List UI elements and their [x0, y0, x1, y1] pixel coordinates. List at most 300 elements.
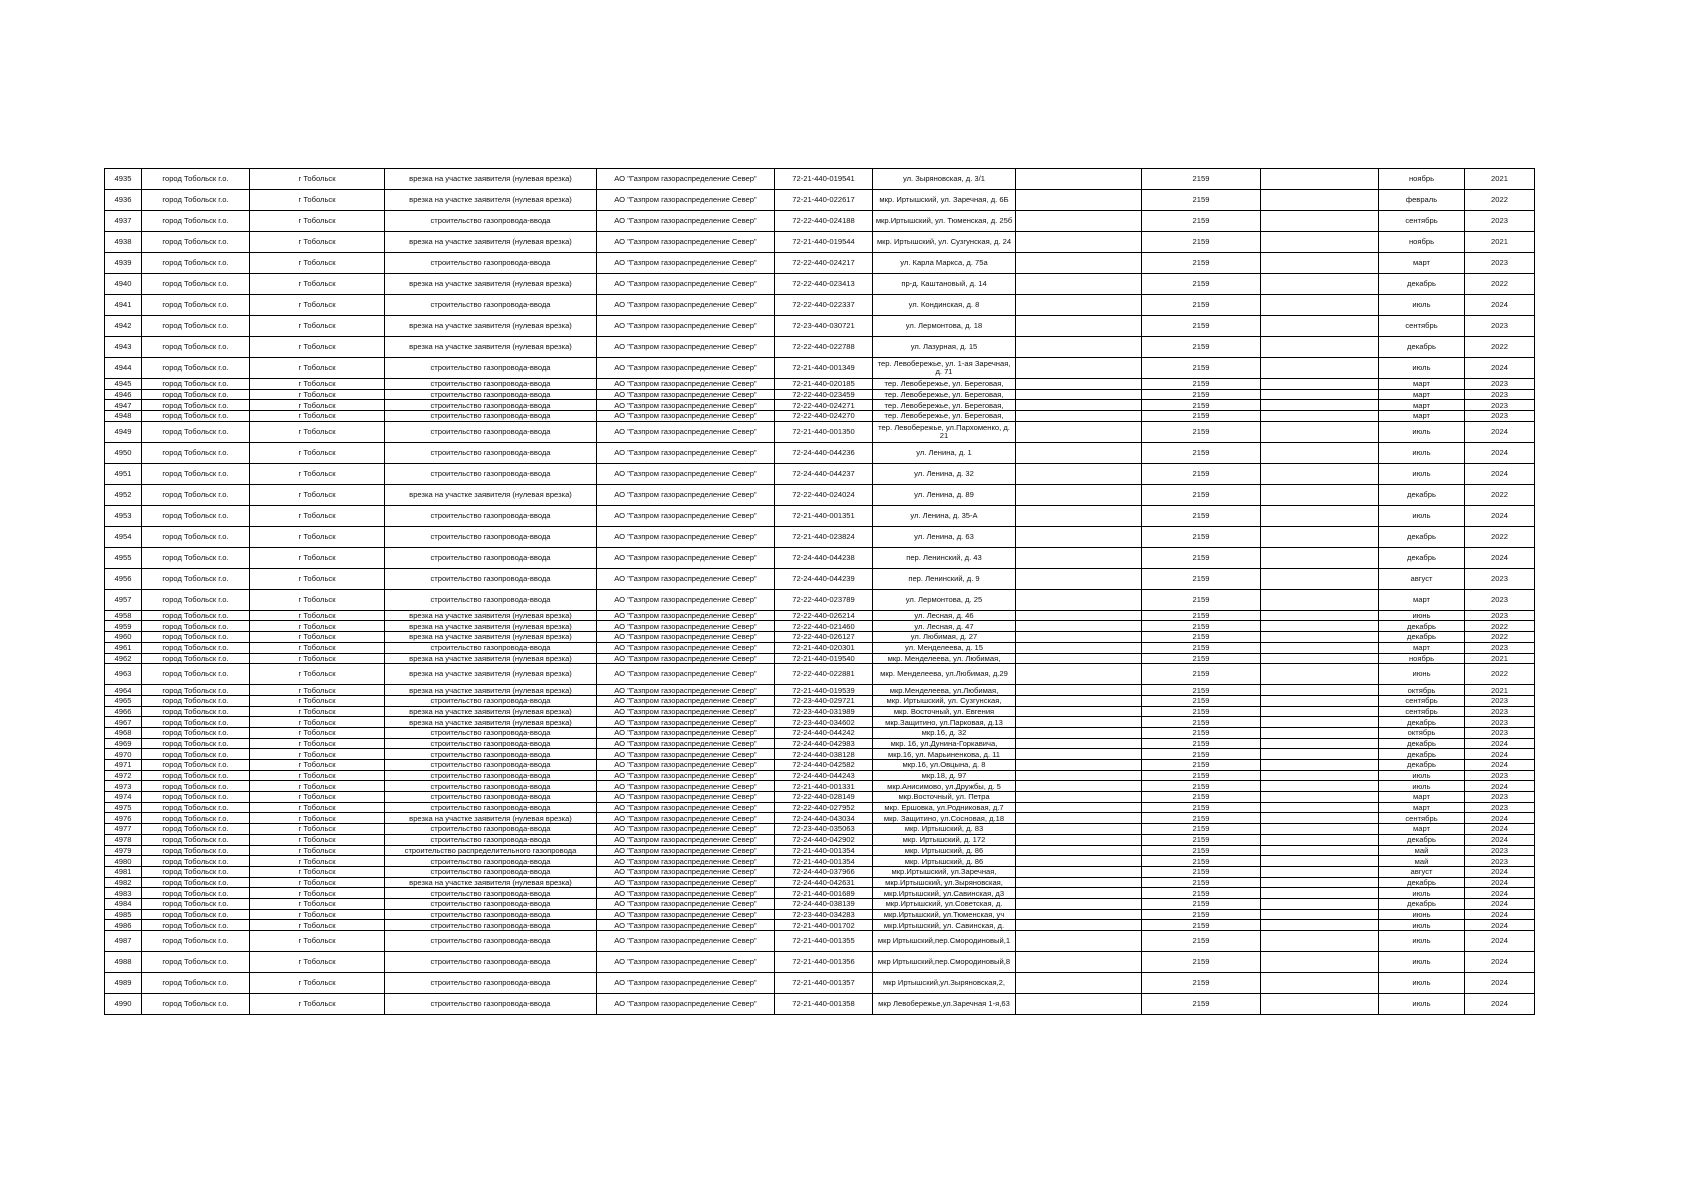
- number-cell: 2159: [1142, 442, 1261, 463]
- empty-cell: [1261, 877, 1379, 888]
- organization-cell: АО "Газпром газораспределение Север": [597, 856, 775, 867]
- number-cell: 2159: [1142, 952, 1261, 973]
- year-cell: 2024: [1465, 813, 1535, 824]
- empty-cell: [1016, 337, 1142, 358]
- municipality-cell: город Тобольск г.о.: [142, 792, 250, 803]
- row-number-cell: 4963: [105, 664, 142, 685]
- work-type-cell: строительство газопровода-ввода: [385, 824, 597, 835]
- work-type-cell: строительство газопровода-ввода: [385, 389, 597, 400]
- city-cell: г Тобольск: [250, 877, 385, 888]
- organization-cell: АО "Газпром газораспределение Север": [597, 337, 775, 358]
- number-cell: 2159: [1142, 316, 1261, 337]
- number-cell: 2159: [1142, 727, 1261, 738]
- address-cell: мкр Иртышский,ул.Зыряновская,2,: [873, 973, 1016, 994]
- empty-cell: [1261, 358, 1379, 379]
- table-row: [105, 994, 1535, 1015]
- empty-cell: [1261, 952, 1379, 973]
- municipality-cell: город Тобольск г.о.: [142, 813, 250, 824]
- table-row: [105, 973, 1535, 994]
- empty-cell: [1261, 568, 1379, 589]
- registry-code-cell: 72-22-440-024271: [775, 400, 873, 411]
- year-cell: 2024: [1465, 898, 1535, 909]
- empty-cell: [1261, 379, 1379, 390]
- empty-cell: [1261, 920, 1379, 931]
- empty-cell: [1016, 952, 1142, 973]
- registry-code-cell: 72-21-440-022617: [775, 190, 873, 211]
- number-cell: 2159: [1142, 717, 1261, 728]
- empty-cell: [1016, 253, 1142, 274]
- empty-cell: [1016, 389, 1142, 400]
- work-type-cell: строительство распределительного газопровода: [385, 845, 597, 856]
- registry-code-cell: 72-21-440-019544: [775, 232, 873, 253]
- number-cell: 2159: [1142, 642, 1261, 653]
- work-type-cell: строительство газопровода-ввода: [385, 695, 597, 706]
- row-number-cell: 4976: [105, 813, 142, 824]
- year-cell: 2022: [1465, 621, 1535, 632]
- empty-cell: [1016, 316, 1142, 337]
- address-cell: тер. Левобережье, ул. Береговая,: [873, 379, 1016, 390]
- number-cell: 2159: [1142, 274, 1261, 295]
- municipality-cell: город Тобольск г.о.: [142, 877, 250, 888]
- number-cell: 2159: [1142, 232, 1261, 253]
- month-cell: июль: [1379, 463, 1465, 484]
- city-cell: г Тобольск: [250, 358, 385, 379]
- address-cell: мкр.Менделеева, ул.Любимая,: [873, 685, 1016, 696]
- table-row: [105, 856, 1535, 867]
- work-type-cell: строительство газопровода-ввода: [385, 931, 597, 952]
- table-row: [105, 802, 1535, 813]
- empty-cell: [1016, 232, 1142, 253]
- number-cell: 2159: [1142, 706, 1261, 717]
- work-type-cell: врезка на участке заявителя (нулевая врезка): [385, 337, 597, 358]
- address-cell: ул. Лесная, д. 46: [873, 610, 1016, 621]
- city-cell: г Тобольск: [250, 642, 385, 653]
- city-cell: г Тобольск: [250, 952, 385, 973]
- year-cell: 2022: [1465, 274, 1535, 295]
- table-row: [105, 920, 1535, 931]
- address-cell: мкр. 16, ул.Дунина-Горкавича,: [873, 738, 1016, 749]
- table-row: [105, 781, 1535, 792]
- registry-code-cell: 72-24-440-037966: [775, 866, 873, 877]
- number-cell: 2159: [1142, 568, 1261, 589]
- year-cell: 2024: [1465, 295, 1535, 316]
- work-type-cell: строительство газопровода-ввода: [385, 379, 597, 390]
- municipality-cell: город Тобольск г.о.: [142, 190, 250, 211]
- work-type-cell: строительство газопровода-ввода: [385, 973, 597, 994]
- table-row: [105, 547, 1535, 568]
- row-number-cell: 4960: [105, 632, 142, 643]
- address-cell: пер. Ленинский, д. 43: [873, 547, 1016, 568]
- municipality-cell: город Тобольск г.о.: [142, 358, 250, 379]
- month-cell: ноябрь: [1379, 232, 1465, 253]
- empty-cell: [1016, 856, 1142, 867]
- organization-cell: АО "Газпром газораспределение Север": [597, 653, 775, 664]
- number-cell: 2159: [1142, 505, 1261, 526]
- city-cell: г Тобольск: [250, 845, 385, 856]
- address-cell: мкр Левобережье,ул.Заречная 1-я,63: [873, 994, 1016, 1015]
- year-cell: 2023: [1465, 845, 1535, 856]
- address-cell: ул. Лесная, д. 47: [873, 621, 1016, 632]
- organization-cell: АО "Газпром газораспределение Север": [597, 888, 775, 899]
- empty-cell: [1016, 169, 1142, 190]
- address-cell: тер. Левобережье, ул. 1-ая Заречная, д. 71: [873, 358, 1016, 379]
- month-cell: март: [1379, 379, 1465, 390]
- registry-code-cell: 72-23-440-035063: [775, 824, 873, 835]
- table-row: [105, 232, 1535, 253]
- address-cell: пер. Ленинский, д. 9: [873, 568, 1016, 589]
- table-row: [105, 337, 1535, 358]
- table-row: [105, 632, 1535, 643]
- municipality-cell: город Тобольск г.о.: [142, 568, 250, 589]
- table-row: [105, 760, 1535, 771]
- empty-cell: [1261, 931, 1379, 952]
- registry-code-cell: 72-23-440-029721: [775, 695, 873, 706]
- municipality-cell: город Тобольск г.о.: [142, 866, 250, 877]
- city-cell: г Тобольск: [250, 813, 385, 824]
- table-row: [105, 888, 1535, 899]
- city-cell: г Тобольск: [250, 695, 385, 706]
- address-cell: мкр.Иртышский, ул.Советская, д.: [873, 898, 1016, 909]
- year-cell: 2024: [1465, 877, 1535, 888]
- registry-table: [104, 168, 1535, 1015]
- municipality-cell: город Тобольск г.о.: [142, 685, 250, 696]
- month-cell: март: [1379, 389, 1465, 400]
- month-cell: октябрь: [1379, 685, 1465, 696]
- address-cell: мкр Иртышский,пер.Смородиновый,1: [873, 931, 1016, 952]
- row-number-cell: 4985: [105, 909, 142, 920]
- registry-code-cell: 72-22-440-022337: [775, 295, 873, 316]
- empty-cell: [1261, 463, 1379, 484]
- year-cell: 2024: [1465, 781, 1535, 792]
- empty-cell: [1016, 621, 1142, 632]
- year-cell: 2024: [1465, 547, 1535, 568]
- city-cell: г Тобольск: [250, 190, 385, 211]
- year-cell: 2021: [1465, 653, 1535, 664]
- year-cell: 2024: [1465, 866, 1535, 877]
- organization-cell: АО "Газпром газораспределение Север": [597, 866, 775, 877]
- number-cell: 2159: [1142, 909, 1261, 920]
- work-type-cell: строительство газопровода-ввода: [385, 547, 597, 568]
- municipality-cell: город Тобольск г.о.: [142, 888, 250, 899]
- table-row: [105, 253, 1535, 274]
- municipality-cell: город Тобольск г.о.: [142, 727, 250, 738]
- municipality-cell: город Тобольск г.о.: [142, 802, 250, 813]
- organization-cell: АО "Газпром газораспределение Север": [597, 685, 775, 696]
- registry-code-cell: 72-21-440-001350: [775, 421, 873, 442]
- city-cell: г Тобольск: [250, 973, 385, 994]
- number-cell: 2159: [1142, 253, 1261, 274]
- organization-cell: АО "Газпром газораспределение Север": [597, 931, 775, 952]
- city-cell: г Тобольск: [250, 685, 385, 696]
- row-number-cell: 4969: [105, 738, 142, 749]
- address-cell: мкр.Восточный, ул. Петра: [873, 792, 1016, 803]
- row-number-cell: 4962: [105, 653, 142, 664]
- month-cell: июль: [1379, 505, 1465, 526]
- month-cell: июль: [1379, 888, 1465, 899]
- empty-cell: [1261, 792, 1379, 803]
- address-cell: мкр.16, ул. Марьиненкова, д. 11: [873, 749, 1016, 760]
- work-type-cell: врезка на участке заявителя (нулевая врезка): [385, 169, 597, 190]
- municipality-cell: город Тобольск г.о.: [142, 770, 250, 781]
- address-cell: ул. Менделеева, д. 15: [873, 642, 1016, 653]
- year-cell: 2023: [1465, 589, 1535, 610]
- month-cell: июль: [1379, 421, 1465, 442]
- row-number-cell: 4967: [105, 717, 142, 728]
- work-type-cell: врезка на участке заявителя (нулевая врезка): [385, 484, 597, 505]
- municipality-cell: город Тобольск г.о.: [142, 642, 250, 653]
- number-cell: 2159: [1142, 526, 1261, 547]
- row-number-cell: 4936: [105, 190, 142, 211]
- row-number-cell: 4938: [105, 232, 142, 253]
- table-row: [105, 824, 1535, 835]
- municipality-cell: город Тобольск г.о.: [142, 781, 250, 792]
- address-cell: тер. Левобережье, ул. Береговая,: [873, 400, 1016, 411]
- empty-cell: [1261, 610, 1379, 621]
- organization-cell: АО "Газпром газораспределение Север": [597, 190, 775, 211]
- organization-cell: АО "Газпром газораспределение Север": [597, 211, 775, 232]
- number-cell: 2159: [1142, 770, 1261, 781]
- address-cell: мкр.Иртышский, ул.Заречная,: [873, 866, 1016, 877]
- year-cell: 2024: [1465, 505, 1535, 526]
- row-number-cell: 4947: [105, 400, 142, 411]
- work-type-cell: врезка на участке заявителя (нулевая врезка): [385, 877, 597, 888]
- empty-cell: [1261, 994, 1379, 1015]
- work-type-cell: строительство газопровода-ввода: [385, 866, 597, 877]
- work-type-cell: строительство газопровода-ввода: [385, 760, 597, 771]
- table-row: [105, 749, 1535, 760]
- table-row: [105, 421, 1535, 442]
- number-cell: 2159: [1142, 931, 1261, 952]
- month-cell: декабрь: [1379, 337, 1465, 358]
- number-cell: 2159: [1142, 337, 1261, 358]
- municipality-cell: город Тобольск г.о.: [142, 274, 250, 295]
- empty-cell: [1016, 813, 1142, 824]
- row-number-cell: 4955: [105, 547, 142, 568]
- table-row: [105, 813, 1535, 824]
- empty-cell: [1016, 824, 1142, 835]
- number-cell: 2159: [1142, 169, 1261, 190]
- empty-cell: [1016, 727, 1142, 738]
- municipality-cell: город Тобольск г.о.: [142, 856, 250, 867]
- registry-code-cell: 72-24-440-044236: [775, 442, 873, 463]
- empty-cell: [1261, 400, 1379, 411]
- empty-cell: [1261, 770, 1379, 781]
- row-number-cell: 4949: [105, 421, 142, 442]
- municipality-cell: город Тобольск г.о.: [142, 898, 250, 909]
- number-cell: 2159: [1142, 653, 1261, 664]
- work-type-cell: строительство газопровода-ввода: [385, 856, 597, 867]
- year-cell: 2023: [1465, 211, 1535, 232]
- empty-cell: [1016, 866, 1142, 877]
- empty-cell: [1261, 190, 1379, 211]
- organization-cell: АО "Газпром газораспределение Север": [597, 463, 775, 484]
- empty-cell: [1016, 717, 1142, 728]
- row-number-cell: 4979: [105, 845, 142, 856]
- organization-cell: АО "Газпром газораспределение Север": [597, 411, 775, 422]
- empty-cell: [1261, 632, 1379, 643]
- year-cell: 2023: [1465, 379, 1535, 390]
- address-cell: ул. Лермонтова, д. 18: [873, 316, 1016, 337]
- work-type-cell: строительство газопровода-ввода: [385, 781, 597, 792]
- table-row: [105, 866, 1535, 877]
- empty-cell: [1016, 973, 1142, 994]
- table-row: [105, 898, 1535, 909]
- table-row: [105, 463, 1535, 484]
- table-row: [105, 411, 1535, 422]
- organization-cell: АО "Газпром газораспределение Север": [597, 421, 775, 442]
- address-cell: мкр. Защитино, ул.Сосновая, д.18: [873, 813, 1016, 824]
- month-cell: март: [1379, 589, 1465, 610]
- municipality-cell: город Тобольск г.о.: [142, 621, 250, 632]
- table-row: [105, 792, 1535, 803]
- number-cell: 2159: [1142, 421, 1261, 442]
- work-type-cell: врезка на участке заявителя (нулевая врезка): [385, 232, 597, 253]
- month-cell: декабрь: [1379, 877, 1465, 888]
- empty-cell: [1261, 442, 1379, 463]
- number-cell: 2159: [1142, 738, 1261, 749]
- table-row: [105, 568, 1535, 589]
- empty-cell: [1261, 888, 1379, 899]
- year-cell: 2023: [1465, 727, 1535, 738]
- work-type-cell: строительство газопровода-ввода: [385, 770, 597, 781]
- empty-cell: [1261, 316, 1379, 337]
- city-cell: г Тобольск: [250, 749, 385, 760]
- row-number-cell: 4988: [105, 952, 142, 973]
- row-number-cell: 4980: [105, 856, 142, 867]
- year-cell: 2024: [1465, 931, 1535, 952]
- organization-cell: АО "Газпром газораспределение Север": [597, 760, 775, 771]
- row-number-cell: 4946: [105, 389, 142, 400]
- registry-code-cell: 72-24-440-044239: [775, 568, 873, 589]
- municipality-cell: город Тобольск г.о.: [142, 931, 250, 952]
- month-cell: декабрь: [1379, 898, 1465, 909]
- number-cell: 2159: [1142, 190, 1261, 211]
- empty-cell: [1261, 781, 1379, 792]
- year-cell: 2023: [1465, 792, 1535, 803]
- municipality-cell: город Тобольск г.о.: [142, 760, 250, 771]
- row-number-cell: 4968: [105, 727, 142, 738]
- municipality-cell: город Тобольск г.о.: [142, 994, 250, 1015]
- month-cell: декабрь: [1379, 834, 1465, 845]
- number-cell: 2159: [1142, 411, 1261, 422]
- municipality-cell: город Тобольск г.о.: [142, 232, 250, 253]
- work-type-cell: врезка на участке заявителя (нулевая врезка): [385, 621, 597, 632]
- table-row: [105, 727, 1535, 738]
- year-cell: 2023: [1465, 770, 1535, 781]
- work-type-cell: строительство газопровода-ввода: [385, 505, 597, 526]
- address-cell: ул. Кондинская, д. 8: [873, 295, 1016, 316]
- number-cell: 2159: [1142, 781, 1261, 792]
- row-number-cell: 4970: [105, 749, 142, 760]
- registry-code-cell: 72-24-440-042902: [775, 834, 873, 845]
- year-cell: 2021: [1465, 169, 1535, 190]
- work-type-cell: врезка на участке заявителя (нулевая врезка): [385, 664, 597, 685]
- row-number-cell: 4981: [105, 866, 142, 877]
- year-cell: 2024: [1465, 358, 1535, 379]
- empty-cell: [1016, 463, 1142, 484]
- empty-cell: [1016, 411, 1142, 422]
- city-cell: г Тобольск: [250, 898, 385, 909]
- city-cell: г Тобольск: [250, 316, 385, 337]
- empty-cell: [1016, 379, 1142, 390]
- table-row: [105, 442, 1535, 463]
- city-cell: г Тобольск: [250, 505, 385, 526]
- work-type-cell: строительство газопровода-ввода: [385, 400, 597, 411]
- registry-code-cell: 72-24-440-042631: [775, 877, 873, 888]
- municipality-cell: город Тобольск г.о.: [142, 253, 250, 274]
- month-cell: декабрь: [1379, 760, 1465, 771]
- empty-cell: [1261, 526, 1379, 547]
- number-cell: 2159: [1142, 610, 1261, 621]
- row-number-cell: 4984: [105, 898, 142, 909]
- empty-cell: [1016, 664, 1142, 685]
- municipality-cell: город Тобольск г.о.: [142, 411, 250, 422]
- month-cell: сентябрь: [1379, 706, 1465, 717]
- empty-cell: [1016, 642, 1142, 653]
- month-cell: август: [1379, 866, 1465, 877]
- municipality-cell: город Тобольск г.о.: [142, 824, 250, 835]
- row-number-cell: 4982: [105, 877, 142, 888]
- table-row: [105, 695, 1535, 706]
- empty-cell: [1016, 770, 1142, 781]
- month-cell: сентябрь: [1379, 813, 1465, 824]
- address-cell: ул. Карла Маркса, д. 75а: [873, 253, 1016, 274]
- city-cell: г Тобольск: [250, 253, 385, 274]
- organization-cell: АО "Газпром газораспределение Север": [597, 632, 775, 643]
- row-number-cell: 4948: [105, 411, 142, 422]
- empty-cell: [1261, 274, 1379, 295]
- month-cell: декабрь: [1379, 749, 1465, 760]
- address-cell: мкр.Иртышский, ул.Зыряновская,: [873, 877, 1016, 888]
- organization-cell: АО "Газпром газораспределение Север": [597, 610, 775, 621]
- table-row: [105, 770, 1535, 781]
- table-row: [105, 484, 1535, 505]
- empty-cell: [1261, 738, 1379, 749]
- registry-code-cell: 72-22-440-024188: [775, 211, 873, 232]
- number-cell: 2159: [1142, 845, 1261, 856]
- month-cell: июль: [1379, 770, 1465, 781]
- empty-cell: [1261, 909, 1379, 920]
- work-type-cell: строительство газопровода-ввода: [385, 909, 597, 920]
- registry-code-cell: 72-21-440-001351: [775, 505, 873, 526]
- number-cell: 2159: [1142, 888, 1261, 899]
- month-cell: июнь: [1379, 909, 1465, 920]
- number-cell: 2159: [1142, 973, 1261, 994]
- row-number-cell: 4941: [105, 295, 142, 316]
- number-cell: 2159: [1142, 400, 1261, 411]
- table-row: [105, 952, 1535, 973]
- number-cell: 2159: [1142, 463, 1261, 484]
- month-cell: июль: [1379, 973, 1465, 994]
- organization-cell: АО "Газпром газораспределение Север": [597, 973, 775, 994]
- month-cell: декабрь: [1379, 717, 1465, 728]
- organization-cell: АО "Газпром газораспределение Север": [597, 274, 775, 295]
- year-cell: 2023: [1465, 316, 1535, 337]
- empty-cell: [1016, 421, 1142, 442]
- empty-cell: [1261, 589, 1379, 610]
- empty-cell: [1261, 760, 1379, 771]
- work-type-cell: строительство газопровода-ввода: [385, 792, 597, 803]
- city-cell: г Тобольск: [250, 834, 385, 845]
- work-type-cell: строительство газопровода-ввода: [385, 463, 597, 484]
- month-cell: июль: [1379, 952, 1465, 973]
- registry-code-cell: 72-21-440-020301: [775, 642, 873, 653]
- empty-cell: [1261, 749, 1379, 760]
- registry-code-cell: 72-24-440-038128: [775, 749, 873, 760]
- municipality-cell: город Тобольск г.о.: [142, 442, 250, 463]
- address-cell: ул. Ленина, д. 1: [873, 442, 1016, 463]
- organization-cell: АО "Газпром газораспределение Север": [597, 589, 775, 610]
